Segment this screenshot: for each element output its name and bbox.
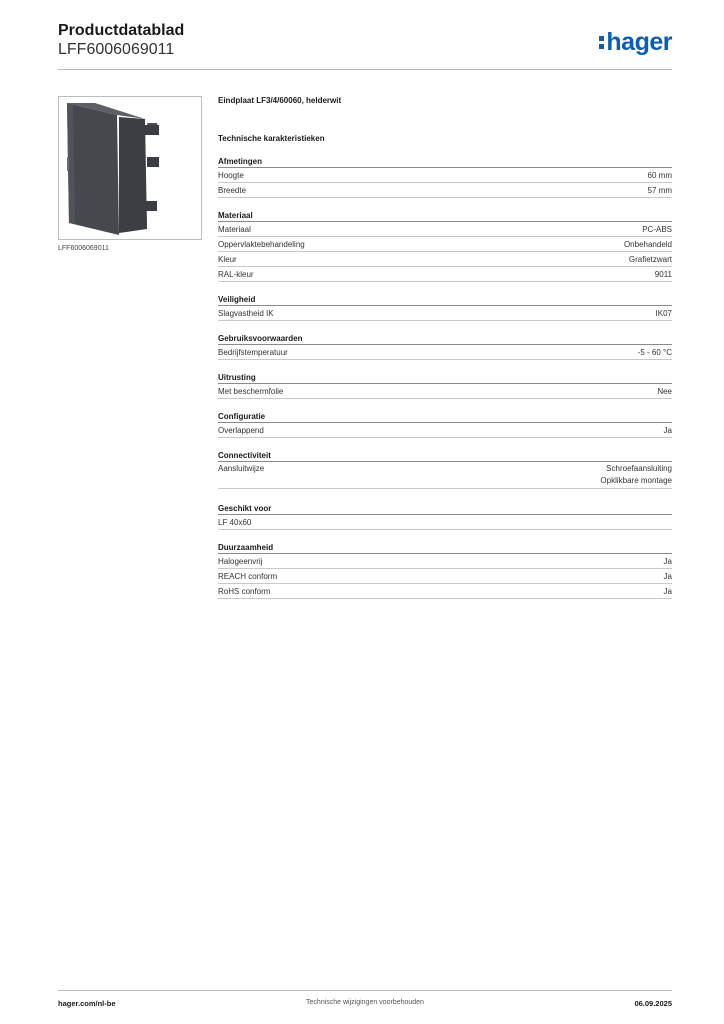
spec-row bbox=[218, 423, 672, 438]
spec-label: RAL-kleur bbox=[218, 270, 254, 279]
page-footer bbox=[58, 990, 672, 1014]
spec-label: Kleur bbox=[218, 255, 237, 264]
spec-value: 60 mm bbox=[647, 171, 672, 180]
spec-value: Ja bbox=[663, 587, 672, 596]
section-uitrusting bbox=[218, 371, 672, 399]
spec-row bbox=[218, 554, 672, 569]
footer-date: 06.09.2025 bbox=[634, 999, 672, 1008]
spec-value: 9011 bbox=[654, 270, 672, 279]
spec-row bbox=[218, 306, 672, 321]
spec-label: RoHS conform bbox=[218, 587, 271, 596]
product-image bbox=[58, 96, 202, 240]
section-configuratie bbox=[218, 410, 672, 438]
document-title: Productdatablad bbox=[58, 22, 185, 39]
spec-label: Bedrijfstemperatuur bbox=[218, 348, 288, 357]
section-gebruiksvoorwaarden bbox=[218, 332, 672, 360]
spec-label: Materiaal bbox=[218, 225, 251, 234]
section-geschikt-voor bbox=[218, 502, 672, 530]
spec-value: -5 - 60 °C bbox=[637, 348, 672, 357]
section-title: Geschikt voor bbox=[218, 502, 672, 515]
section-title: Connectiviteit bbox=[218, 449, 672, 462]
end-plate-product-icon bbox=[59, 97, 201, 239]
product-code: LFF6006069011 bbox=[58, 41, 175, 58]
section-afmetingen bbox=[218, 155, 672, 198]
spec-value: Nee bbox=[657, 387, 672, 396]
spec-row bbox=[218, 222, 672, 237]
spec-value: Ja bbox=[663, 426, 672, 435]
section-materiaal bbox=[218, 209, 672, 282]
spec-value: Ja bbox=[663, 557, 672, 566]
image-caption: LFF6006069011 bbox=[58, 245, 109, 252]
spec-row bbox=[218, 345, 672, 360]
spec-label: Slagvastheid IK bbox=[218, 309, 274, 318]
spec-label: Breedte bbox=[218, 186, 247, 195]
product-name: Eindplaat LF3/4/60060, helderwit bbox=[218, 96, 342, 105]
spec-value: Grafietzwart bbox=[628, 255, 672, 264]
spec-value: Ja bbox=[663, 572, 672, 581]
logo-text: hager bbox=[606, 28, 672, 56]
spec-value: Schroefaansluiting Opklikbare montage bbox=[600, 464, 672, 485]
spec-sections bbox=[218, 155, 672, 599]
spec-row bbox=[218, 384, 672, 399]
spec-value: PC-ABS bbox=[642, 225, 672, 234]
section-title: Veiligheid bbox=[218, 293, 672, 306]
section-title: Afmetingen bbox=[218, 155, 672, 168]
spec-row bbox=[218, 168, 672, 183]
section-title: Duurzaamheid bbox=[218, 541, 672, 554]
spec-row bbox=[218, 183, 672, 198]
spec-label: Met beschermfolie bbox=[218, 387, 284, 396]
spec-label: Overlappend bbox=[218, 426, 264, 435]
spec-row bbox=[218, 237, 672, 252]
spec-row bbox=[218, 252, 672, 267]
hager-logo[interactable] bbox=[599, 28, 672, 56]
footer-website-link[interactable]: hager.com/nl-be bbox=[58, 999, 116, 1008]
technical-characteristics-title: Technische karakteristieken bbox=[218, 134, 325, 143]
page-header bbox=[58, 22, 672, 70]
spec-label: Hoogte bbox=[218, 171, 244, 180]
spec-row bbox=[218, 569, 672, 584]
spec-value: 57 mm bbox=[647, 186, 672, 195]
spec-value: Onbehandeld bbox=[623, 240, 672, 249]
product-details bbox=[218, 96, 672, 610]
section-title: Uitrusting bbox=[218, 371, 672, 384]
spec-label: LF 40x60 bbox=[218, 518, 252, 527]
footer-notice: Technische wijzigingen voorbehouden bbox=[306, 999, 424, 1006]
section-title: Gebruiksvoorwaarden bbox=[218, 332, 672, 345]
spec-label: REACH conform bbox=[218, 572, 278, 581]
section-veiligheid bbox=[218, 293, 672, 321]
section-duurzaamheid bbox=[218, 541, 672, 599]
section-title: Configuratie bbox=[218, 410, 672, 423]
spec-label: Halogeenvrij bbox=[218, 557, 263, 566]
spec-value: IK07 bbox=[655, 309, 672, 318]
spec-row bbox=[218, 515, 672, 530]
spec-row bbox=[218, 267, 672, 282]
spec-label: Oppervlaktebehandeling bbox=[218, 240, 305, 249]
section-title: Materiaal bbox=[218, 209, 672, 222]
section-connectiviteit bbox=[218, 449, 672, 489]
spec-label: Aansluitwijze bbox=[218, 464, 265, 473]
spec-row bbox=[218, 584, 672, 599]
spec-row bbox=[218, 462, 672, 489]
logo-dots-icon bbox=[599, 35, 604, 51]
